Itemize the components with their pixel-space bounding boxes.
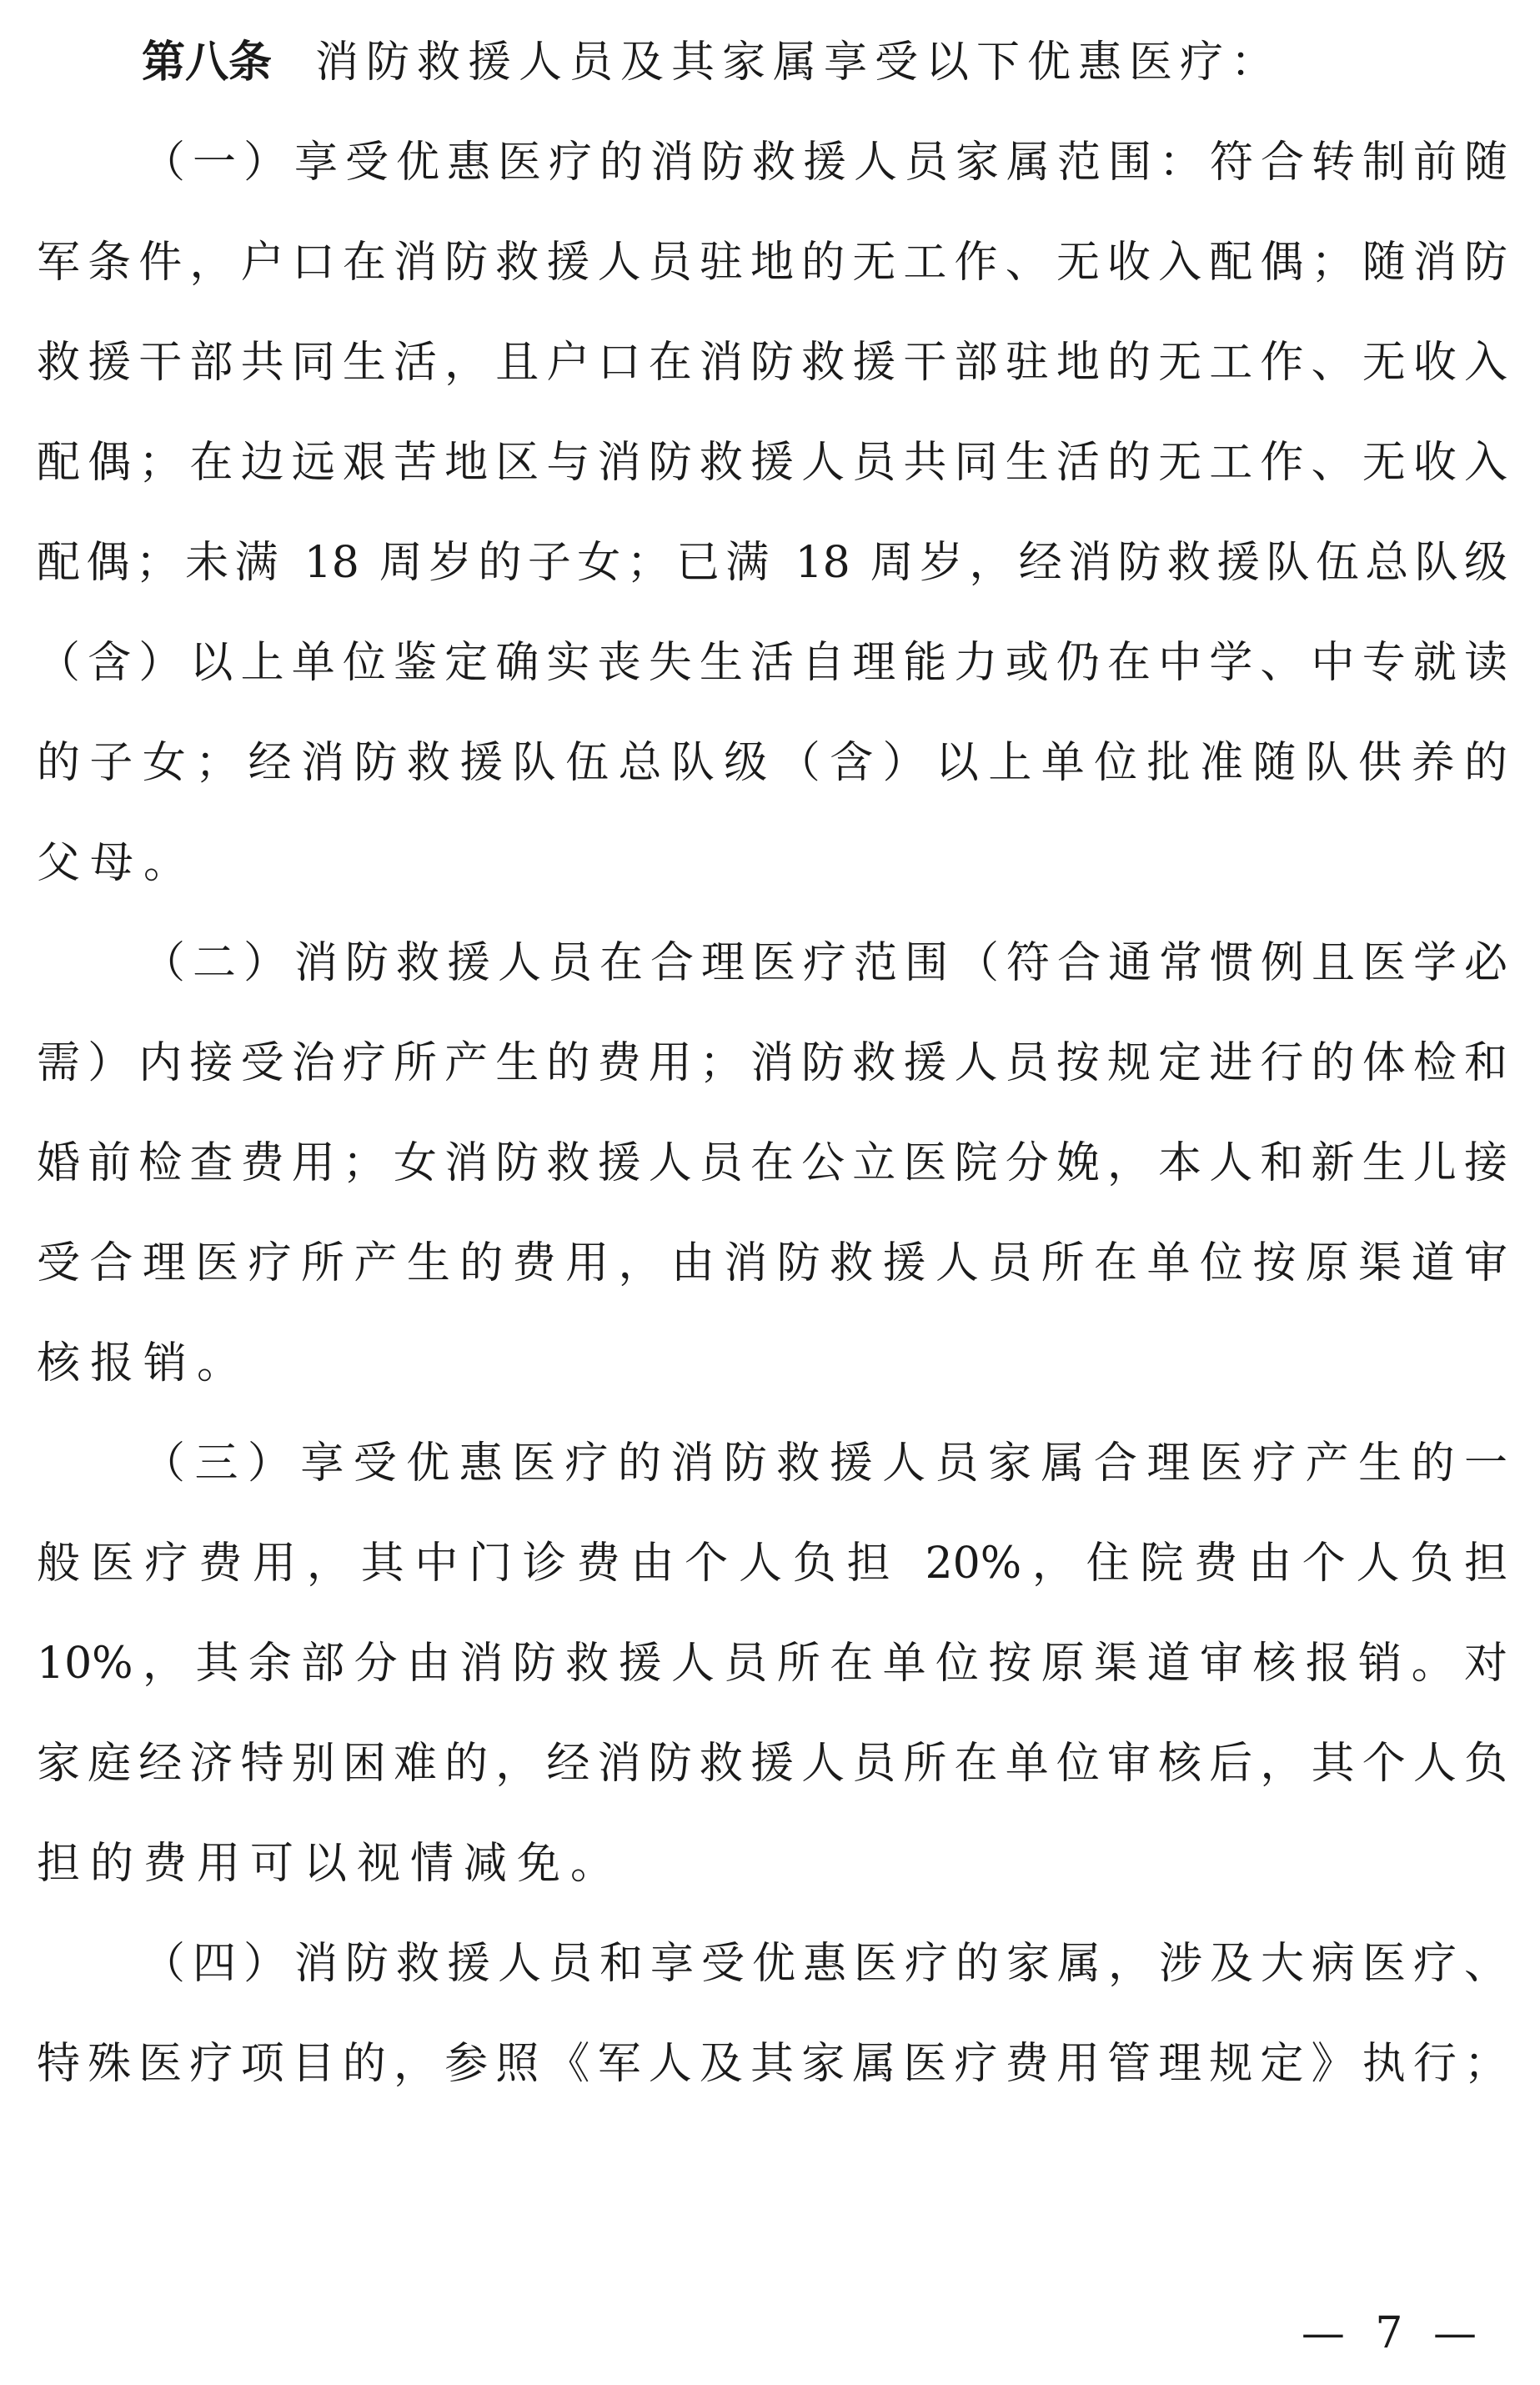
text-line: 配偶；未满 18 周岁的子女；已满 18 周岁，经消防救援队伍总队级	[37, 538, 1507, 588]
article-heading: 第八条	[142, 38, 273, 88]
document-page	[37, 0, 1507, 2385]
text-line: 10%，其余部分由消防救援人员所在单位按原渠道审核报销。对	[37, 1639, 1507, 1689]
text-line: 婚前检查费用；女消防救援人员在公立医院分娩，本人和新生儿接	[37, 1138, 1507, 1188]
text-line: （含）以上单位鉴定确实丧失生活自理能力或仍在中学、中专就读	[37, 638, 1507, 688]
text-line: 父母。	[37, 838, 198, 888]
text-line: （一）享受优惠医疗的消防救援人员家属范围：符合转制前随	[142, 138, 1507, 188]
text-line: 的子女；经消防救援队伍总队级（含）以上单位批准随队供养的	[37, 738, 1507, 788]
text-line: （三）享受优惠医疗的消防救援人员家属合理医疗产生的一	[142, 1439, 1507, 1489]
text-line: 受合理医疗所产生的费用，由消防救援人员所在单位按原渠道审	[37, 1238, 1507, 1288]
text-line: 般医疗费用，其中门诊费由个人负担 20%，住院费由个人负担	[37, 1539, 1507, 1589]
text-line: 军条件，户口在消防救援人员驻地的无工作、无收入配偶；随消防	[37, 238, 1507, 288]
page-number: — 7 —	[1301, 2308, 1485, 2358]
text-line: 救援干部共同生活，且户口在消防救援干部驻地的无工作、无收入	[37, 338, 1507, 388]
text-line: 配偶；在边远艰苦地区与消防救援人员共同生活的无工作、无收入	[37, 438, 1507, 488]
text-line: 需）内接受治疗所产生的费用；消防救援人员按规定进行的体检和	[37, 1038, 1507, 1088]
text-line: 特殊医疗项目的，参照《军人及其家属医疗费用管理规定》执行；	[37, 2039, 1507, 2089]
text-line: （四）消防救援人员和享受优惠医疗的家属，涉及大病医疗、	[142, 1939, 1507, 1989]
text-line: 核报销。	[37, 1338, 251, 1388]
text-line: 担的费用可以视情减免。	[37, 1839, 625, 1889]
article-title-text: 消防救援人员及其家属享受以下优惠医疗：	[315, 38, 1282, 88]
text-line: 家庭经济特别困难的，经消防救援人员所在单位审核后，其个人负	[37, 1739, 1507, 1789]
text-line: （二）消防救援人员在合理医疗范围（符合通常惯例且医学必	[142, 938, 1507, 988]
article-8-title-line	[142, 25, 1507, 100]
